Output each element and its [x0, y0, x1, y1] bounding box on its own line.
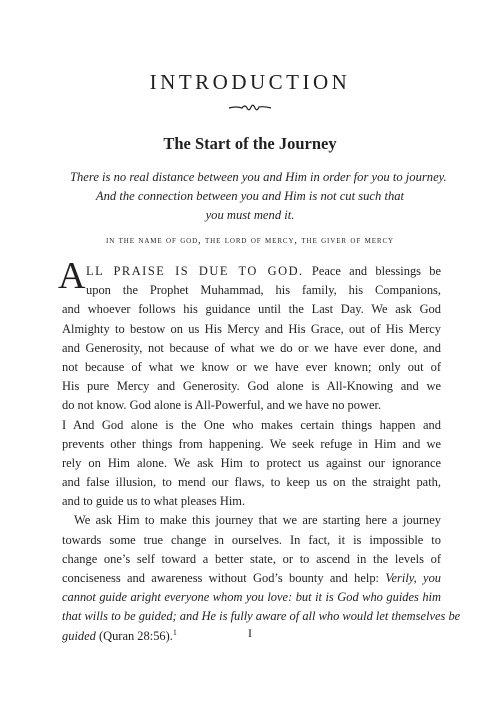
chapter-title: INTRODUCTION: [149, 70, 351, 94]
epigraph: [70, 168, 447, 225]
paragraph-line: towards some true change in ourselves. In fact, it is impossible to: [62, 532, 441, 547]
paragraph-line: and to guide us to what pleases Him.: [62, 494, 246, 509]
paragraph-line: We ask Him to make this journey that we are starting here a journey: [74, 513, 441, 528]
invocation: in the name of god, the lord of mercy, the giver of mercy: [105, 235, 394, 246]
paragraph-line: cannot guide aright everyone whom you love: but it is God who guides him: [62, 590, 441, 605]
paragraph-line: not because of what we know or we have ever known; only out of: [62, 359, 441, 374]
paragraph-line: rely on Him alone. We ask Him to protect us against our ignorance: [62, 455, 441, 470]
paragraph-line: and whoever follows his guidance until the Last Day. We ask God: [62, 302, 441, 317]
drop-cap: A: [58, 255, 86, 297]
paragraph-line: and false illusion, to mend our flaws, to keep us on the straight path,: [62, 475, 441, 490]
section-title: The Start of the Journey: [163, 134, 337, 153]
paragraph-line: change one’s self toward a better state, or to ascend in the levels of: [62, 551, 441, 566]
paragraph-line: LL PRAISE IS DUE TO GOD. Peace and blessings be: [86, 264, 441, 278]
opening-small-caps: LL PRAISE IS DUE TO GOD.: [86, 264, 304, 278]
epigraph-line: And the connection between you and Him is not cut such that: [95, 189, 405, 203]
epigraph-line: you must mend it.: [205, 208, 295, 222]
epigraph-line: There is no real distance between you and Him in order for you to journey.: [70, 170, 447, 184]
paragraph-line: Almighty to bestow on us His Mercy and His Grace, out of His Mercy: [62, 321, 441, 336]
body-text: [58, 255, 461, 646]
paragraph-line: conciseness and awareness without God’s bounty and help: Verily, you: [62, 571, 442, 585]
paragraph-line: I And God alone is the One who makes certain things happen and: [62, 417, 441, 432]
paragraph-line: prevents other things from happening. We seek refuge in Him and we: [62, 436, 441, 451]
ornament-divider-icon: [228, 101, 272, 113]
paragraph-line: and Generosity, not because of what we do or we have ever done, and: [62, 340, 441, 355]
paragraph-line: do not know. God alone is All-Powerful, and we have no power.: [62, 398, 382, 413]
paragraph-line: upon the Prophet Muhammad, his family, his Companions,: [86, 283, 441, 298]
paragraph-line: His pure Mercy and Generosity. God alone is All-Knowing and we: [62, 379, 441, 394]
paragraph-line: that wills to be guided; and He is fully aware of all who would let themselves be: [62, 609, 461, 624]
page-number: I: [248, 626, 252, 640]
paragraph-line: guided (Quran 28:56).$^1$: [62, 627, 177, 643]
footnote-mark[interactable]: 1: [172, 627, 177, 637]
